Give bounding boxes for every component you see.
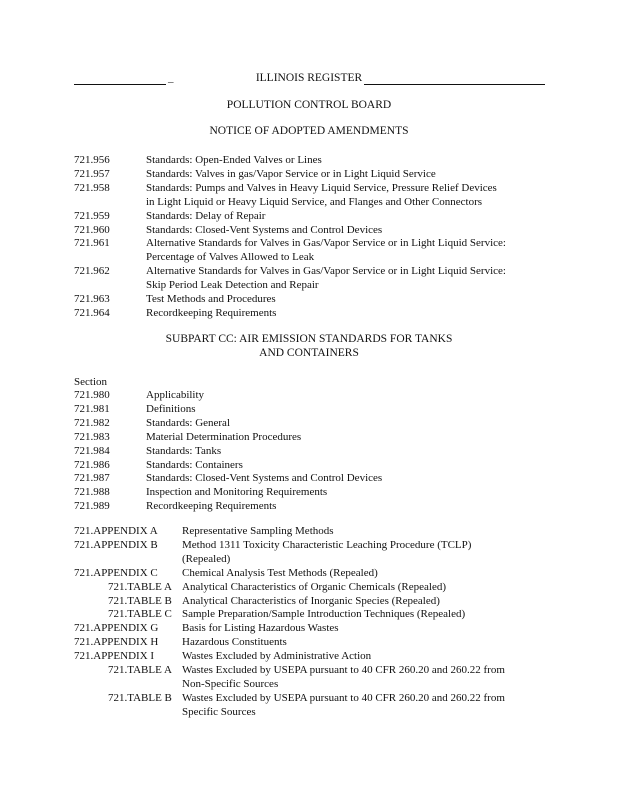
section-title: Standards: Delay of Repair <box>146 209 266 222</box>
section-label: Section <box>74 376 107 388</box>
section-number: 721.987 <box>74 472 110 485</box>
section-title: Applicability <box>146 389 205 401</box>
appendix-number: 721.APPENDIX I <box>74 650 155 663</box>
section-number: 721.986 <box>74 458 110 471</box>
header-dash: _ <box>168 72 174 84</box>
section-title: Standards: Valves in gas/Vapor Service or in Light Liquid Service <box>146 167 436 180</box>
section-title: Standards: Closed-Vent Systems and Control Devices <box>146 223 383 236</box>
table-title: Non-Specific Sources <box>182 677 279 690</box>
section-number: 721.984 <box>74 444 110 457</box>
appendix-title: Chemical Analysis Test Methods (Repealed) <box>182 566 378 579</box>
header-rule-left <box>74 84 166 85</box>
table-title: Analytical Characteristics of Organic Chemicals (Repealed) <box>182 580 446 593</box>
table-number: 721.TABLE A <box>108 664 172 676</box>
section-title: Standards: General <box>146 416 230 429</box>
header-rule-right <box>364 84 545 85</box>
section-number: 721.959 <box>74 209 110 222</box>
section-title: Percentage of Valves Allowed to Leak <box>146 251 315 264</box>
section-number: 721.983 <box>74 430 110 443</box>
section-number: 721.981 <box>74 402 110 415</box>
section-title: Inspection and Monitoring Requirements <box>146 486 328 499</box>
table-number: 721.TABLE B <box>108 594 172 607</box>
section-number: 721.963 <box>74 293 110 305</box>
section-title: Standards: Pumps and Valves in Heavy Liquid Service, Pressure Relief Devices <box>146 181 497 194</box>
section-number: 721.961 <box>74 237 110 250</box>
section-title: Alternative Standards for Valves in Gas/Vapor Service or in Light Liquid Service: <box>146 265 506 278</box>
register-title: ILLINOIS REGISTER <box>255 72 363 84</box>
section-number: 721.960 <box>74 223 110 236</box>
appendix-number: 721.APPENDIX B <box>74 538 158 551</box>
appendix-number: 721.APPENDIX G <box>74 622 159 635</box>
section-number: 721.962 <box>74 265 110 278</box>
table-title: Wastes Excluded by USEPA pursuant to 40 CFR 260.20 and 260.22 from <box>182 664 505 676</box>
notice-title: NOTICE OF ADOPTED AMENDMENTS <box>209 125 409 137</box>
section-title: Definitions <box>146 402 196 415</box>
table-title: Specific Sources <box>182 705 256 718</box>
appendix-number: 721.APPENDIX C <box>74 566 158 579</box>
section-title: Standards: Tanks <box>146 444 222 457</box>
section-title: Recordkeeping Requirements <box>146 306 277 319</box>
table-number: 721.TABLE B <box>108 691 172 704</box>
section-number: 721.988 <box>74 486 110 499</box>
section-number: 721.958 <box>74 181 110 194</box>
section-title: Material Determination Procedures <box>146 430 302 443</box>
subpart-title-line1: SUBPART CC: AIR EMISSION STANDARDS FOR TANKS <box>165 333 453 345</box>
section-number: 721.957 <box>74 167 110 180</box>
appendix-number: 721.APPENDIX A <box>74 525 158 537</box>
section-title: Standards: Containers <box>146 458 243 471</box>
table-title: Sample Preparation/Sample Introduction Techniques (Repealed) <box>182 608 466 621</box>
section-title: Standards: Open-Ended Valves or Lines <box>146 154 322 166</box>
section-number: 721.989 <box>74 500 110 513</box>
table-number: 721.TABLE A <box>108 580 172 593</box>
section-title: in Light Liquid or Heavy Liquid Service, and Flanges and Other Connectors <box>146 195 483 208</box>
appendix-title: Wastes Excluded by Administrative Action <box>182 650 372 663</box>
section-title: Standards: Closed-Vent Systems and Control Devices <box>146 472 383 485</box>
appendix-title: (Repealed) <box>182 552 231 565</box>
section-title: Skip Period Leak Detection and Repair <box>146 279 319 292</box>
section-number: 721.956 <box>74 154 110 166</box>
subpart-title-line2: AND CONTAINERS <box>259 347 359 359</box>
section-number: 721.980 <box>74 389 110 401</box>
appendix-title: Hazardous Constituents <box>182 636 287 649</box>
appendix-title: Representative Sampling Methods <box>182 525 334 537</box>
appendix-title: Basis for Listing Hazardous Wastes <box>182 622 339 635</box>
section-title: Test Methods and Procedures <box>146 293 276 305</box>
appendix-title: Method 1311 Toxicity Characteristic Leaching Procedure (TCLP) <box>182 538 472 551</box>
section-title: Recordkeeping Requirements <box>146 500 277 513</box>
section-number: 721.964 <box>74 306 110 319</box>
board-title: POLLUTION CONTROL BOARD <box>226 99 392 111</box>
section-number: 721.982 <box>74 416 110 429</box>
table-title: Analytical Characteristics of Inorganic Species (Repealed) <box>182 594 440 607</box>
section-title: Alternative Standards for Valves in Gas/Vapor Service or in Light Liquid Service: <box>146 237 506 250</box>
table-number: 721.TABLE C <box>108 608 172 621</box>
table-title: Wastes Excluded by USEPA pursuant to 40 CFR 260.20 and 260.22 from <box>182 691 505 704</box>
appendix-number: 721.APPENDIX H <box>74 636 159 649</box>
